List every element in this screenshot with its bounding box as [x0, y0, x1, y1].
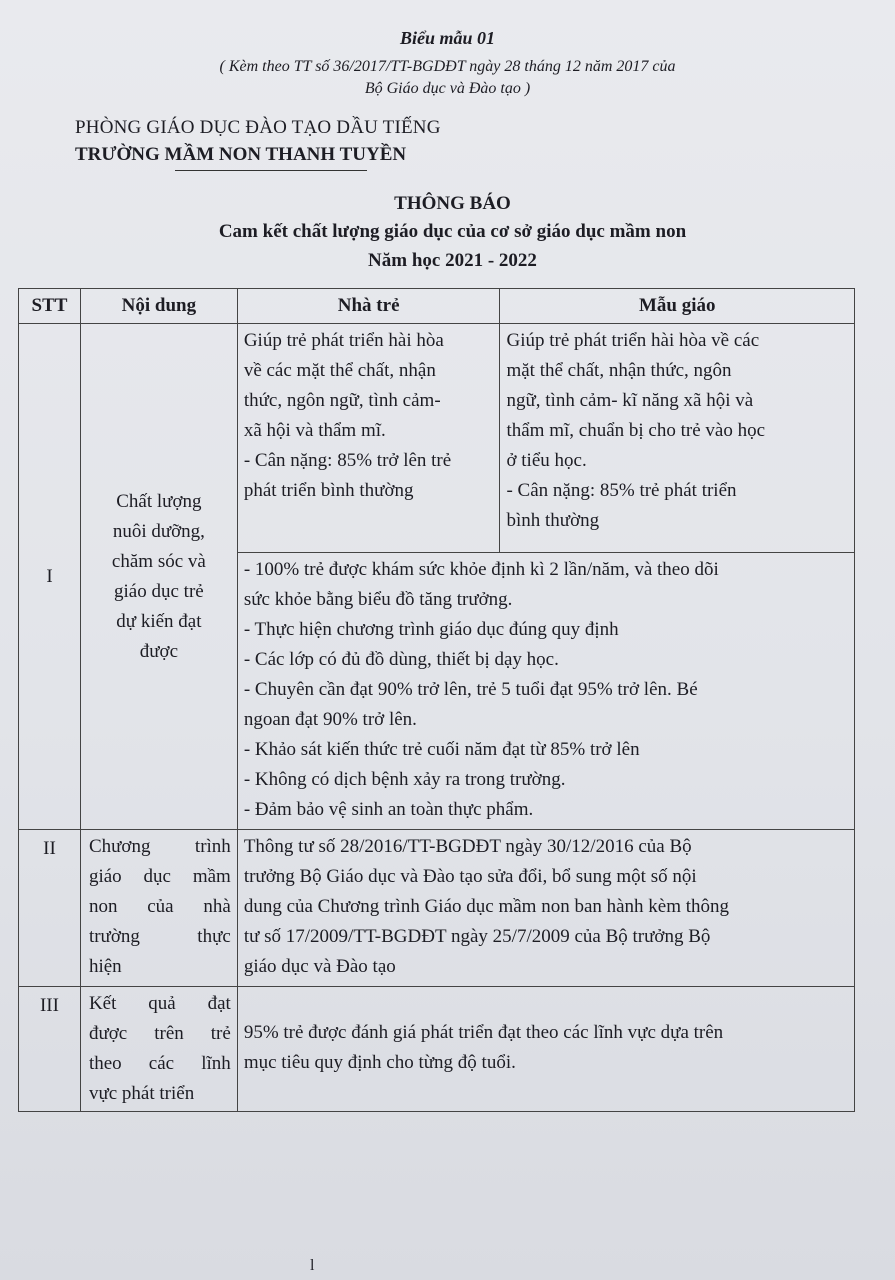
cell-line: - Khảo sát kiến thức trẻ cuối năm đạt từ 85% trở lên [243, 739, 640, 760]
kindergarten-cell [500, 324, 855, 553]
cell-line: sức khỏe bằng biểu đồ tăng trưởng. [243, 589, 513, 610]
cell-line: - Thực hiện chương trình giáo dục đúng quy định [243, 619, 619, 640]
cell-line: về các mặt thể chất, nhận [243, 360, 436, 381]
row-label [80, 324, 237, 830]
cell-line: xã hội và thẩm mĩ. [243, 420, 386, 441]
cell-line: thức, ngôn ngữ, tình cảm- [243, 390, 441, 411]
table-row [19, 987, 855, 1112]
row-label-line: Kết quả đạt [88, 993, 231, 1014]
table-row [19, 830, 855, 987]
cell-line: - 100% trẻ được khám sức khỏe định kì 2 lần/năm, và theo dõi [243, 559, 719, 580]
cell-line: thẩm mĩ, chuẩn bị cho trẻ vào học [506, 420, 766, 441]
form-reference-line-2: Bộ Giáo dục và Đào tạo ) [364, 80, 531, 97]
cell-line: giáo dục và Đào tạo [243, 956, 396, 977]
header-stt: STT [19, 289, 81, 324]
row-label-line: dự kiến đạt [116, 610, 202, 632]
cell-line: - Cân nặng: 85% trẻ phát triển [506, 480, 737, 501]
school-underline [175, 170, 367, 171]
row-label-line: chăm sóc và [111, 550, 206, 572]
header-content: Nội dung [80, 289, 237, 324]
form-reference-line-1: ( Kèm theo TT số 36/2017/TT-BGDĐT ngày 28 tháng 12 năm 2017 của [219, 58, 676, 75]
cell-line: - Đảm bảo vệ sinh an toàn thực phẩm. [243, 799, 534, 820]
row-label-line: hiện [88, 956, 122, 977]
cell-line: 95% trẻ được đánh giá phát triển đạt theo các lĩnh vực dựa trên [243, 1022, 724, 1043]
cell-line: ngữ, tình cảm- kĩ năng xã hội và [506, 390, 754, 411]
row-label-line: được [139, 640, 179, 662]
cell-line: Giúp trẻ phát triển hài hòa [243, 330, 444, 351]
cell-line: phát triển bình thường [243, 480, 414, 501]
cell-line: tư số 17/2009/TT-BGDĐT ngày 25/7/2009 của Bộ trưởng Bộ [243, 926, 711, 947]
cell-line: Giúp trẻ phát triển hài hòa về các [506, 330, 760, 351]
cell-line: bình thường [506, 510, 600, 531]
row-label-line: nuôi dưỡng, [112, 520, 205, 542]
row-label-line: được trên trẻ [88, 1023, 231, 1044]
commitment-table [18, 288, 855, 1112]
row-number: I [19, 324, 81, 830]
row-number: II [19, 830, 81, 987]
cell-line: - Không có dịch bệnh xảy ra trong trường. [243, 769, 566, 790]
table-row [19, 324, 855, 553]
page-mark: l [310, 1257, 315, 1274]
cell-line: Thông tư số 28/2016/TT-BGDĐT ngày 30/12/2016 của Bộ [243, 836, 692, 857]
notice-title: THÔNG BÁO [394, 193, 511, 214]
row-label [80, 830, 237, 987]
row-label-line: non của nhà [88, 896, 231, 917]
row-label-line: vực phát triển [88, 1083, 195, 1104]
row-label-line: Chất lượng [116, 490, 202, 512]
header-kindergarten: Mẫu giáo [500, 289, 855, 324]
cell-line: - Chuyên cần đạt 90% trở lên, trẻ 5 tuổi đạt 95% trở lên. Bé [243, 679, 698, 700]
results-cell [237, 987, 854, 1112]
form-title: Biểu mẫu 01 [399, 28, 496, 48]
cell-line: - Cân nặng: 85% trở lên trẻ [243, 450, 452, 471]
row-number: III [19, 987, 81, 1112]
common-commitments-cell [237, 553, 854, 830]
cell-line: ngoan đạt 90% trở lên. [243, 709, 417, 730]
cell-line: dung của Chương trình Giáo dục mầm non ban hành kèm thông [243, 896, 730, 917]
school-year: Năm học 2021 - 2022 [368, 250, 537, 271]
header-nursery: Nhà trẻ [237, 289, 500, 324]
row-label-line: Chương trình [88, 836, 231, 857]
department-name: PHÒNG GIÁO DỤC ĐÀO TẠO DẦU TIẾNG [75, 117, 441, 138]
row-label [80, 987, 237, 1112]
row-label-line: giáo dục mầm [88, 866, 231, 887]
table-header-row [19, 289, 855, 324]
cell-line: trưởng Bộ Giáo dục và Đào tạo sửa đổi, bổ sung một số nội [243, 866, 697, 887]
row-label-line: theo các lĩnh [88, 1053, 231, 1074]
cell-line: mặt thể chất, nhận thức, ngôn [506, 360, 732, 381]
row-label-line: giáo dục trẻ [114, 580, 204, 602]
nursery-cell [237, 324, 500, 553]
cell-line: mục tiêu quy định cho từng độ tuổi. [243, 1052, 516, 1073]
row-label-line: trường thực [88, 926, 231, 947]
notice-subtitle: Cam kết chất lượng giáo dục của cơ sở giáo dục mầm non [218, 221, 687, 242]
school-name: TRƯỜNG MẦM NON THANH TUYỀN [75, 144, 407, 165]
cell-line: ở tiểu học. [506, 450, 587, 471]
program-cell [237, 830, 854, 987]
cell-line: - Các lớp có đủ đồ dùng, thiết bị dạy học. [243, 649, 559, 670]
